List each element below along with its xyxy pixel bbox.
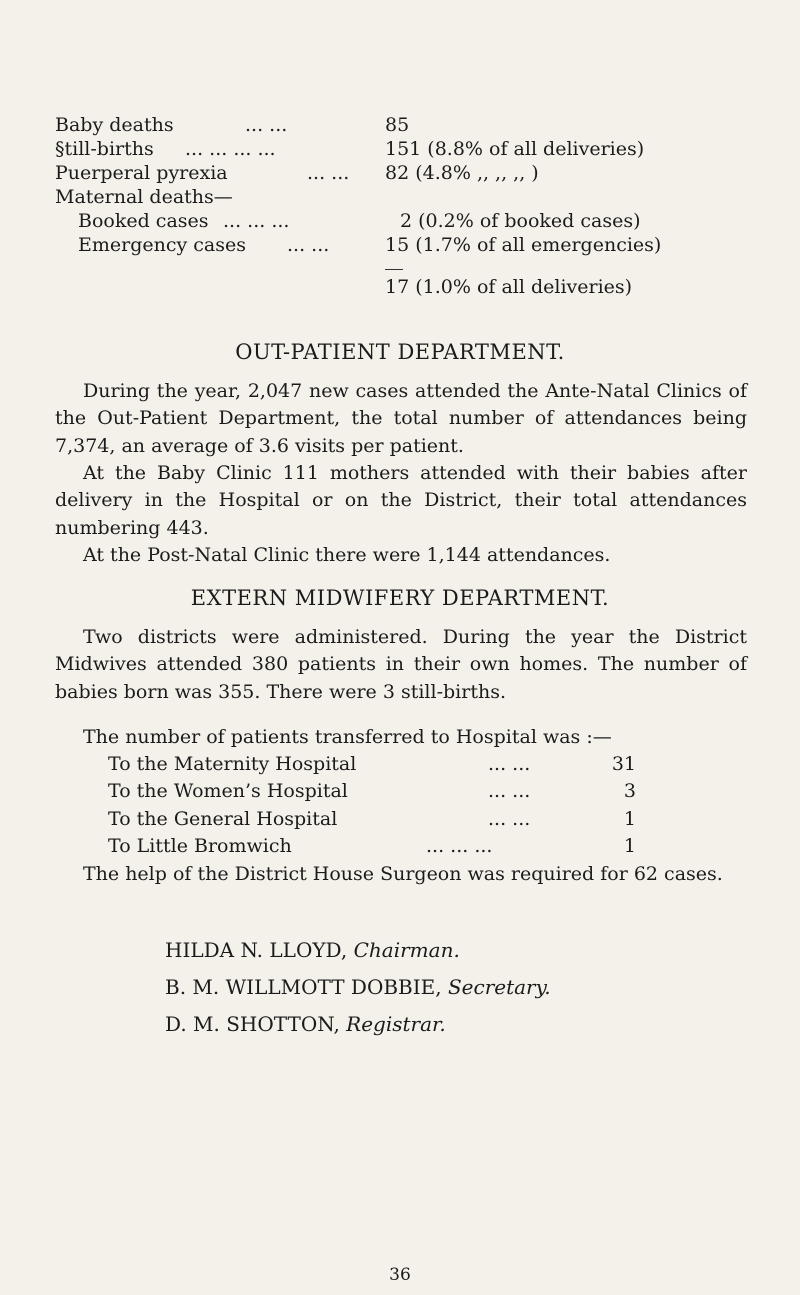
- leader-dots: ... ... ... ...: [185, 138, 276, 160]
- stat-label: Emergency cases: [78, 234, 246, 256]
- leader-dots: ... ...: [488, 753, 531, 775]
- stat-label: Booked cases: [78, 210, 209, 232]
- heading-out-patient: OUT-PATIENT DEPARTMENT.: [235, 340, 565, 364]
- leader-dots: ... ... ...: [426, 834, 493, 857]
- statistics-table: [55, 113, 755, 299]
- list-item: [108, 778, 636, 805]
- signatory-name: D. M. SHOTTON,: [165, 1012, 340, 1036]
- signatory-role: Registrar.: [346, 1012, 446, 1036]
- stat-row-still-births: [55, 137, 755, 161]
- transfer-label: To the Maternity Hospital: [108, 753, 357, 775]
- paragraph-house-surgeon: The help of the District House Surgeon was required for 62 cases.: [83, 863, 723, 885]
- stat-total: 17 (1.0% of all deliveries): [385, 276, 633, 298]
- stat-value: 15 (1.7% of all emergencies): [385, 234, 662, 256]
- stat-label: Baby deaths: [55, 114, 174, 136]
- stat-row-booked-cases: [55, 209, 755, 233]
- transfer-label: To Little Bromwich: [108, 834, 292, 857]
- transfer-count: 31: [611, 753, 636, 775]
- transfer-label: To the General Hospital: [108, 807, 338, 830]
- stat-row-maternal-deaths: [55, 185, 755, 209]
- leader-dots: ... ...: [488, 780, 531, 803]
- transfer-label: To the Women’s Hospital: [108, 780, 348, 803]
- stat-value: 85: [385, 114, 410, 136]
- paragraph-districts: Two districts were administered. During the year the District Midwives attended 380 patients in their own homes. The number of babies born was 355. There were 3 still-births.: [55, 626, 747, 703]
- paragraph-transfers-intro: The number of patients transferred to Hospital was :—: [83, 726, 612, 748]
- leader-dots: ... ... ...: [223, 210, 290, 232]
- leader-dots: ... ...: [287, 234, 330, 256]
- list-item: [108, 806, 636, 833]
- transfer-count: 1: [623, 834, 636, 857]
- stat-row-emergency-cases: [55, 233, 755, 257]
- heading-extern-midwifery: EXTERN MIDWIFERY DEPARTMENT.: [190, 586, 610, 610]
- stat-row-baby-deaths: [55, 113, 755, 137]
- signatory-name: HILDA N. LLOYD,: [165, 938, 348, 962]
- stat-value: 82 (4.8% ,, ,, ,, ): [385, 162, 539, 184]
- stat-value: 2 (0.2% of booked cases): [400, 210, 641, 232]
- stat-row-total: [55, 275, 755, 299]
- signature-registrar: [165, 1012, 446, 1036]
- signatory-role: Secretary.: [447, 975, 551, 999]
- stat-subheading: Maternal deaths—: [55, 186, 233, 208]
- signature-chairman: [165, 938, 460, 962]
- stat-row-puerperal-pyrexia: [55, 161, 755, 185]
- signature-secretary: [165, 975, 551, 999]
- list-item: [108, 833, 636, 860]
- transfer-count: 3: [623, 780, 636, 803]
- paragraph-baby-clinic: At the Baby Clinic 111 mothers attended with their babies after delivery in the Hospital or on the District, their total attendances numbering 443.: [55, 462, 747, 539]
- stat-label: Puerperal pyrexia: [55, 162, 228, 184]
- signatory-role: Chairman.: [353, 938, 460, 962]
- leader-dots: ... ...: [245, 114, 288, 136]
- paragraph-ante-natal: During the year, 2,047 new cases attended the Ante-Natal Clinics of the Out-Patient Department, the total number of attendances being 7,374, an average of 3.6 visits per patient.: [55, 380, 747, 457]
- stat-value: 151 (8.8% of all deliveries): [385, 138, 645, 160]
- leader-dots: ... ...: [307, 162, 350, 184]
- stat-rule-row: [55, 257, 755, 275]
- sum-rule: [385, 269, 403, 270]
- stat-label: §till-births: [55, 138, 154, 160]
- transfer-list: [108, 751, 636, 860]
- signatory-name: B. M. WILLMOTT DOBBIE,: [165, 975, 442, 999]
- transfer-count: 1: [623, 807, 636, 830]
- list-item: [108, 751, 636, 778]
- page-number: 36: [389, 1265, 411, 1285]
- paragraph-post-natal: At the Post-Natal Clinic there were 1,144 attendances.: [83, 544, 611, 566]
- leader-dots: ... ...: [488, 807, 531, 830]
